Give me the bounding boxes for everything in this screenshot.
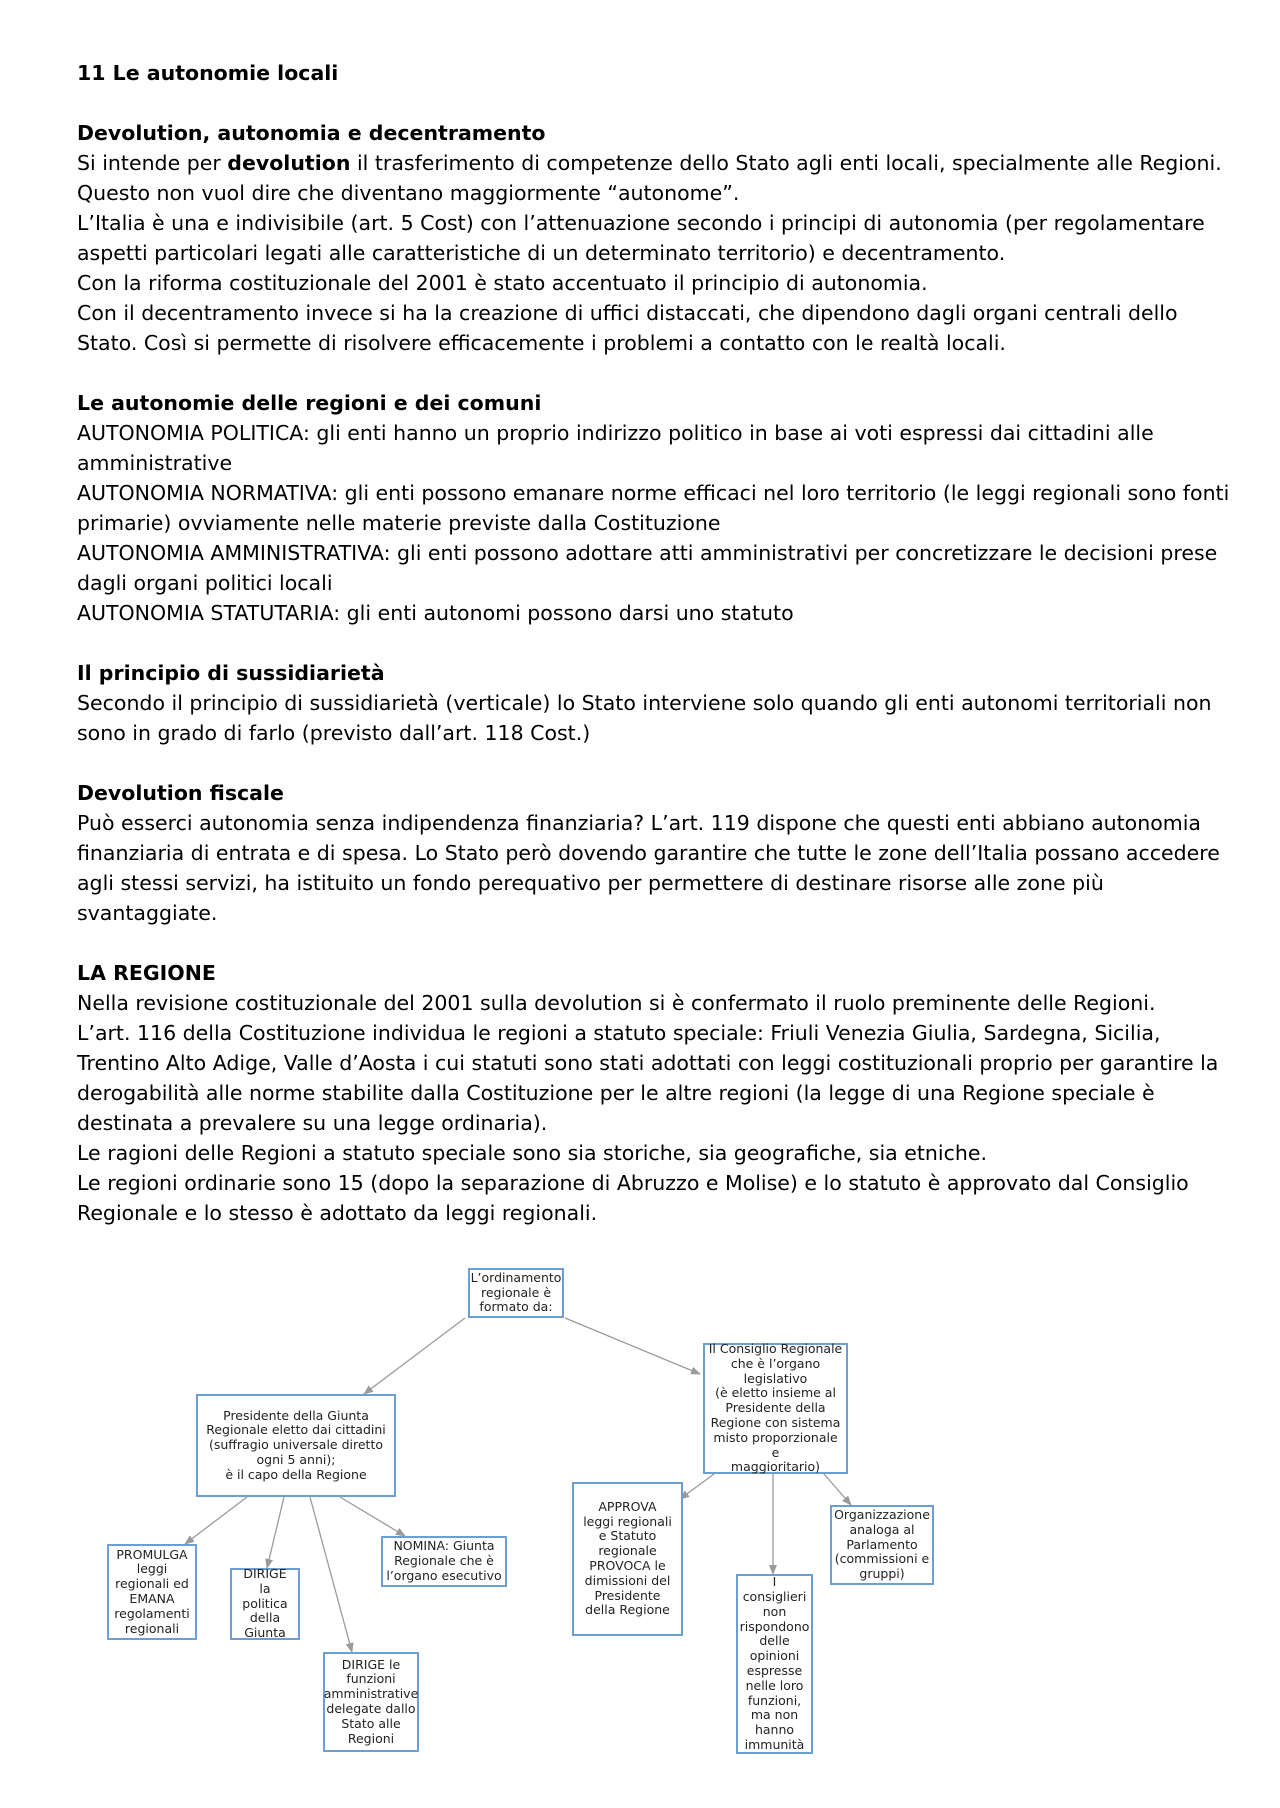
node-organizzazione-parlamento: Organizzazione analoga al Parlamento (commissioni e gruppi) <box>830 1505 934 1585</box>
node-consiglieri: I consiglieri non rispondono delle opinioni espresse nelle loro funzioni, ma non hanno immunità <box>736 1574 813 1754</box>
node-approva-provoca: APPROVA leggi regionali e Statuto regionale PROVOCA le dimissioni del Presidente della Regione <box>572 1482 683 1636</box>
document-title: 11 Le autonomie locali <box>77 61 339 85</box>
arrow-consiglio-approva <box>680 1474 714 1499</box>
arrow-consiglio-organizzazione <box>824 1474 851 1505</box>
paragraph: L’art. 116 della Costituzione individua le regioni a statuto speciale: Friuli Venezia Giulia, Sardegna, Sicilia, Trentino Alto Adige, Valle d’Aosta i cui statuti sono stati adottati con leggi costituzionali proprio per garantire la derogabilità alle norme stabilite dalla Costituzione per le altre regioni (la legge di una Regione speciale è destinata a prevalere su una legge ordinaria). <box>77 1021 1219 1135</box>
arrow-presidente-dirige-funzioni <box>310 1497 352 1652</box>
paragraph: Le ragioni delle Regioni a statuto speciale sono sia storiche, sia geografiche, sia etniche. <box>77 1141 987 1165</box>
node-consiglio-regionale: Il Consiglio Regionale che è l’organo legislativo (è eletto insieme al Presidente della Regione con sistema misto proporzionale e maggioritario) <box>703 1343 848 1474</box>
arrow-presidente-promulga <box>185 1497 247 1544</box>
paragraph: AUTONOMIA AMMINISTRATIVA: gli enti possono adottare atti amministrativi per concretizzare le decisioni prese dagli organi politici locali <box>77 541 1218 595</box>
node-dirige-politica: DIRIGE la politica della Giunta <box>230 1568 300 1640</box>
paragraph: Con la riforma costituzionale del 2001 è stato accentuato il principio di autonomia. <box>77 271 928 295</box>
paragraph: Le regioni ordinarie sono 15 (dopo la separazione di Abruzzo e Molise) e lo statuto è approvato dal Consiglio Regionale e lo stesso è adottato da leggi regionali. <box>77 1171 1189 1225</box>
paragraph: Può esserci autonomia senza indipendenza finanziaria? L’art. 119 dispone che questi enti abbiano autonomia finanziaria di entrata e di spesa. Lo Stato però dovendo garantire che tutte le zone dell’Italia possano accedere agli stessi servizi, ha istituito un fondo perequativo per permettere di destinare risorse alle zone più svantaggiate. <box>77 811 1220 925</box>
paragraph: AUTONOMIA POLITICA: gli enti hanno un proprio indirizzo politico in base ai voti espressi dai cittadini alle amministrative <box>77 421 1154 475</box>
node-ordinamento-regionale: L’ordinamento regionale è formato da: <box>468 1268 564 1318</box>
paragraph: L’Italia è una e indivisibile (art. 5 Cost) con l’attenuazione secondo i principi di autonomia (per regolamentare aspetti particolari legati alle caratteristiche di un determinato territorio) e decentramento. <box>77 211 1205 265</box>
arrow-presidente-nomina <box>340 1497 405 1536</box>
section-heading-sussidiarieta: Il principio di sussidiarietà <box>77 661 385 685</box>
section-heading-autonomie: Le autonomie delle regioni e dei comuni <box>77 391 542 415</box>
paragraph: Nella revisione costituzionale del 2001 sulla devolution si è confermato il ruolo preminente delle Regioni. <box>77 991 1156 1015</box>
node-promulga: PROMULGA leggi regionali ed EMANA regolamenti regionali <box>107 1544 197 1640</box>
section-heading-regione: LA REGIONE <box>77 961 216 985</box>
arrow-root-consiglio <box>565 1318 700 1374</box>
section-heading-devolution: Devolution, autonomia e decentramento <box>77 121 546 145</box>
node-nomina-giunta: NOMINA: Giunta Regionale che è l’organo esecutivo <box>381 1536 507 1587</box>
arrow-root-presidente <box>364 1318 465 1394</box>
arrow-presidente-dirige-politica <box>267 1497 284 1568</box>
node-dirige-funzioni: DIRIGE le funzioni amministrative delegate dallo Stato alle Regioni <box>323 1652 419 1752</box>
node-presidente-giunta: Presidente della Giunta Regionale eletto dai cittadini (suffragio universale diretto ogni 5 anni); è il capo della Regione <box>196 1394 396 1497</box>
section-heading-devolution-fiscale: Devolution fiscale <box>77 781 284 805</box>
paragraph: Secondo il principio di sussidiarietà (verticale) lo Stato interviene solo quando gli enti autonomi territoriali non sono in grado di farlo (previsto dall’art. 118 Cost.) <box>77 691 1212 745</box>
paragraph: Con il decentramento invece si ha la creazione di uffici distaccati, che dipendono dagli organi centrali dello Stato. Così si permette di risolvere efficacemente i problemi a contatto con le realtà locali. <box>77 301 1178 355</box>
paragraph: Si intende per devolution il trasferimento di competenze dello Stato agli enti locali, specialmente alle Regioni. Questo non vuol dire che diventano maggiormente “autonome”. <box>77 151 1222 205</box>
paragraph: AUTONOMIA NORMATIVA: gli enti possono emanare norme efficaci nel loro territorio (le leggi regionali sono fonti primarie) ovviamente nelle materie previste dalla Costituzione <box>77 481 1230 535</box>
paragraph: AUTONOMIA STATUTARIA: gli enti autonomi possono darsi uno statuto <box>77 601 794 625</box>
